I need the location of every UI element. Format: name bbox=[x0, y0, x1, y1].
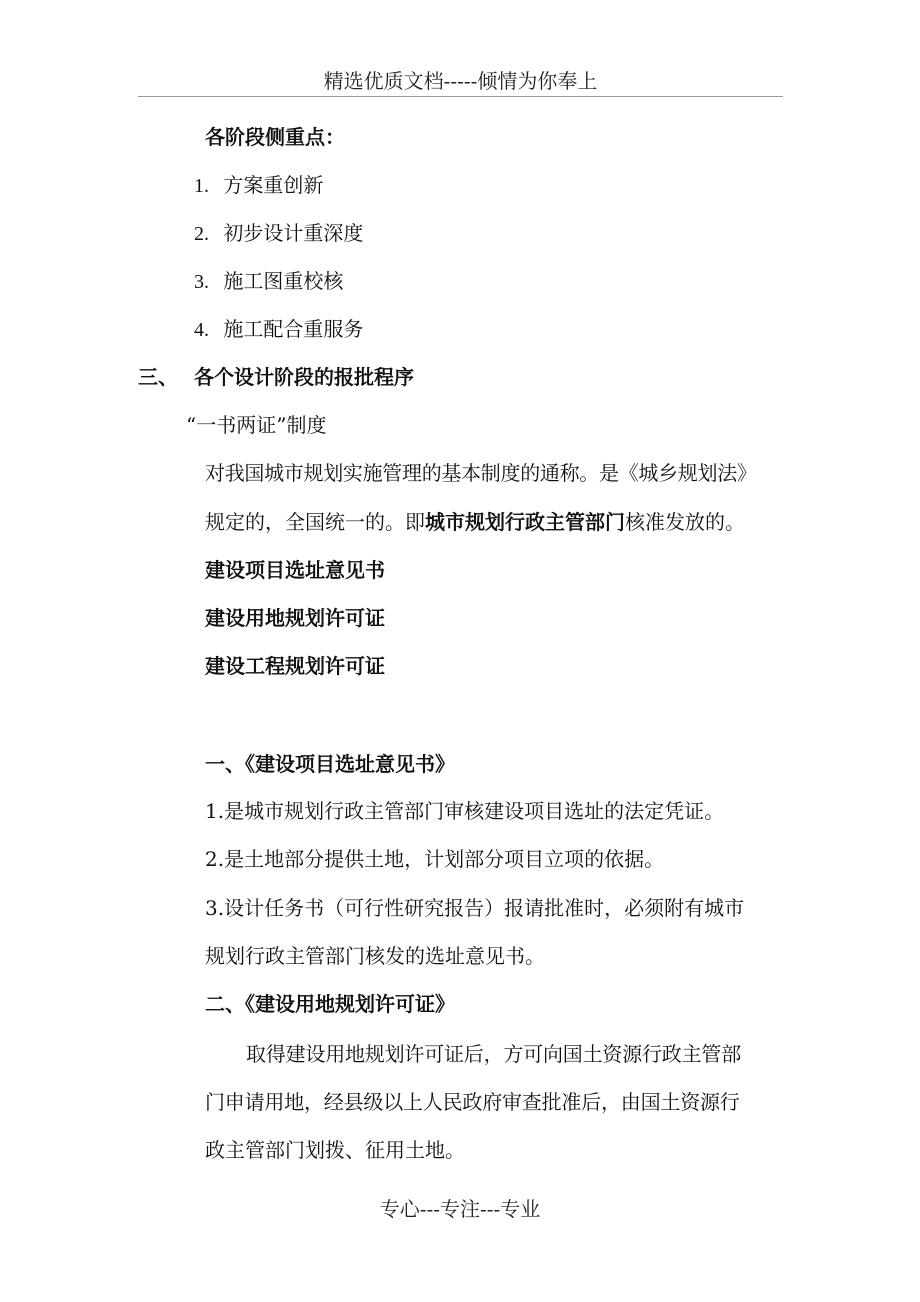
stage-item-number: 1. bbox=[194, 175, 209, 197]
part1-heading: 一、《建设项目选址意见书》 bbox=[205, 752, 455, 776]
stage-item-number: 3. bbox=[194, 271, 209, 293]
paragraph-text: 核准发放的。 bbox=[625, 510, 745, 534]
section3-paragraph-line1: 对我国城市规划实施管理的基本制度的通称。是《城乡规划法》 bbox=[205, 461, 757, 485]
section3-title: 各个设计阶段的报批程序 bbox=[194, 365, 414, 389]
page-footer: 专心---专注---专业 bbox=[379, 1197, 541, 1221]
header-divider bbox=[138, 96, 783, 97]
stage-item-1 bbox=[194, 171, 323, 200]
part1-item-3: 3.设计任务书（可行性研究报告）报请批准时，必须附有城市 bbox=[205, 896, 745, 920]
part1-item-2: 2.是土地部分提供土地，计划部分项目立项的依据。 bbox=[205, 847, 665, 871]
part2-heading: 二、《建设用地规划许可证》 bbox=[205, 992, 455, 1016]
stage-item-number: 2. bbox=[194, 223, 209, 245]
stage-item-number: 4. bbox=[194, 319, 209, 341]
page-header-title: 精选优质文档-----倾情为你奉上 bbox=[323, 69, 598, 93]
part2-line-3: 政主管部门划拨、征用土地。 bbox=[205, 1138, 465, 1162]
stage-item-text: 施工图重校核 bbox=[223, 269, 344, 293]
section3-subtitle: “一书两证”制度 bbox=[186, 413, 327, 437]
part1-item-1: 1.是城市规划行政主管部门审核建设项目选址的法定凭证。 bbox=[205, 799, 725, 823]
paragraph-emphasis: 城市规划行政主管部门 bbox=[425, 510, 625, 534]
doc-title-3: 建设工程规划许可证 bbox=[205, 654, 385, 678]
part2-line-1: 取得建设用地规划许可证后，方可向国土资源行政主管部 bbox=[246, 1042, 741, 1066]
doc-title-2: 建设用地规划许可证 bbox=[205, 606, 385, 630]
part2-line-2: 门申请用地，经县级以上人民政府审查批准后，由国土资源行 bbox=[205, 1090, 740, 1114]
stage-item-2 bbox=[194, 219, 363, 248]
doc-title-1: 建设项目选址意见书 bbox=[205, 558, 385, 582]
stage-item-text: 施工配合重服务 bbox=[223, 317, 364, 341]
stage-item-text: 初步设计重深度 bbox=[223, 221, 364, 245]
paragraph-text: 规定的，全国统一的。即 bbox=[205, 510, 425, 534]
part1-item-3-continued: 规划行政主管部门核发的选址意见书。 bbox=[205, 944, 545, 968]
stage-item-4 bbox=[194, 315, 363, 344]
stage-item-text: 方案重创新 bbox=[223, 173, 324, 197]
section3-number: 三、 bbox=[138, 365, 178, 389]
stage-item-3 bbox=[194, 267, 343, 296]
stages-heading: 各阶段侧重点： bbox=[205, 125, 345, 149]
section3-paragraph-line2 bbox=[205, 508, 745, 536]
